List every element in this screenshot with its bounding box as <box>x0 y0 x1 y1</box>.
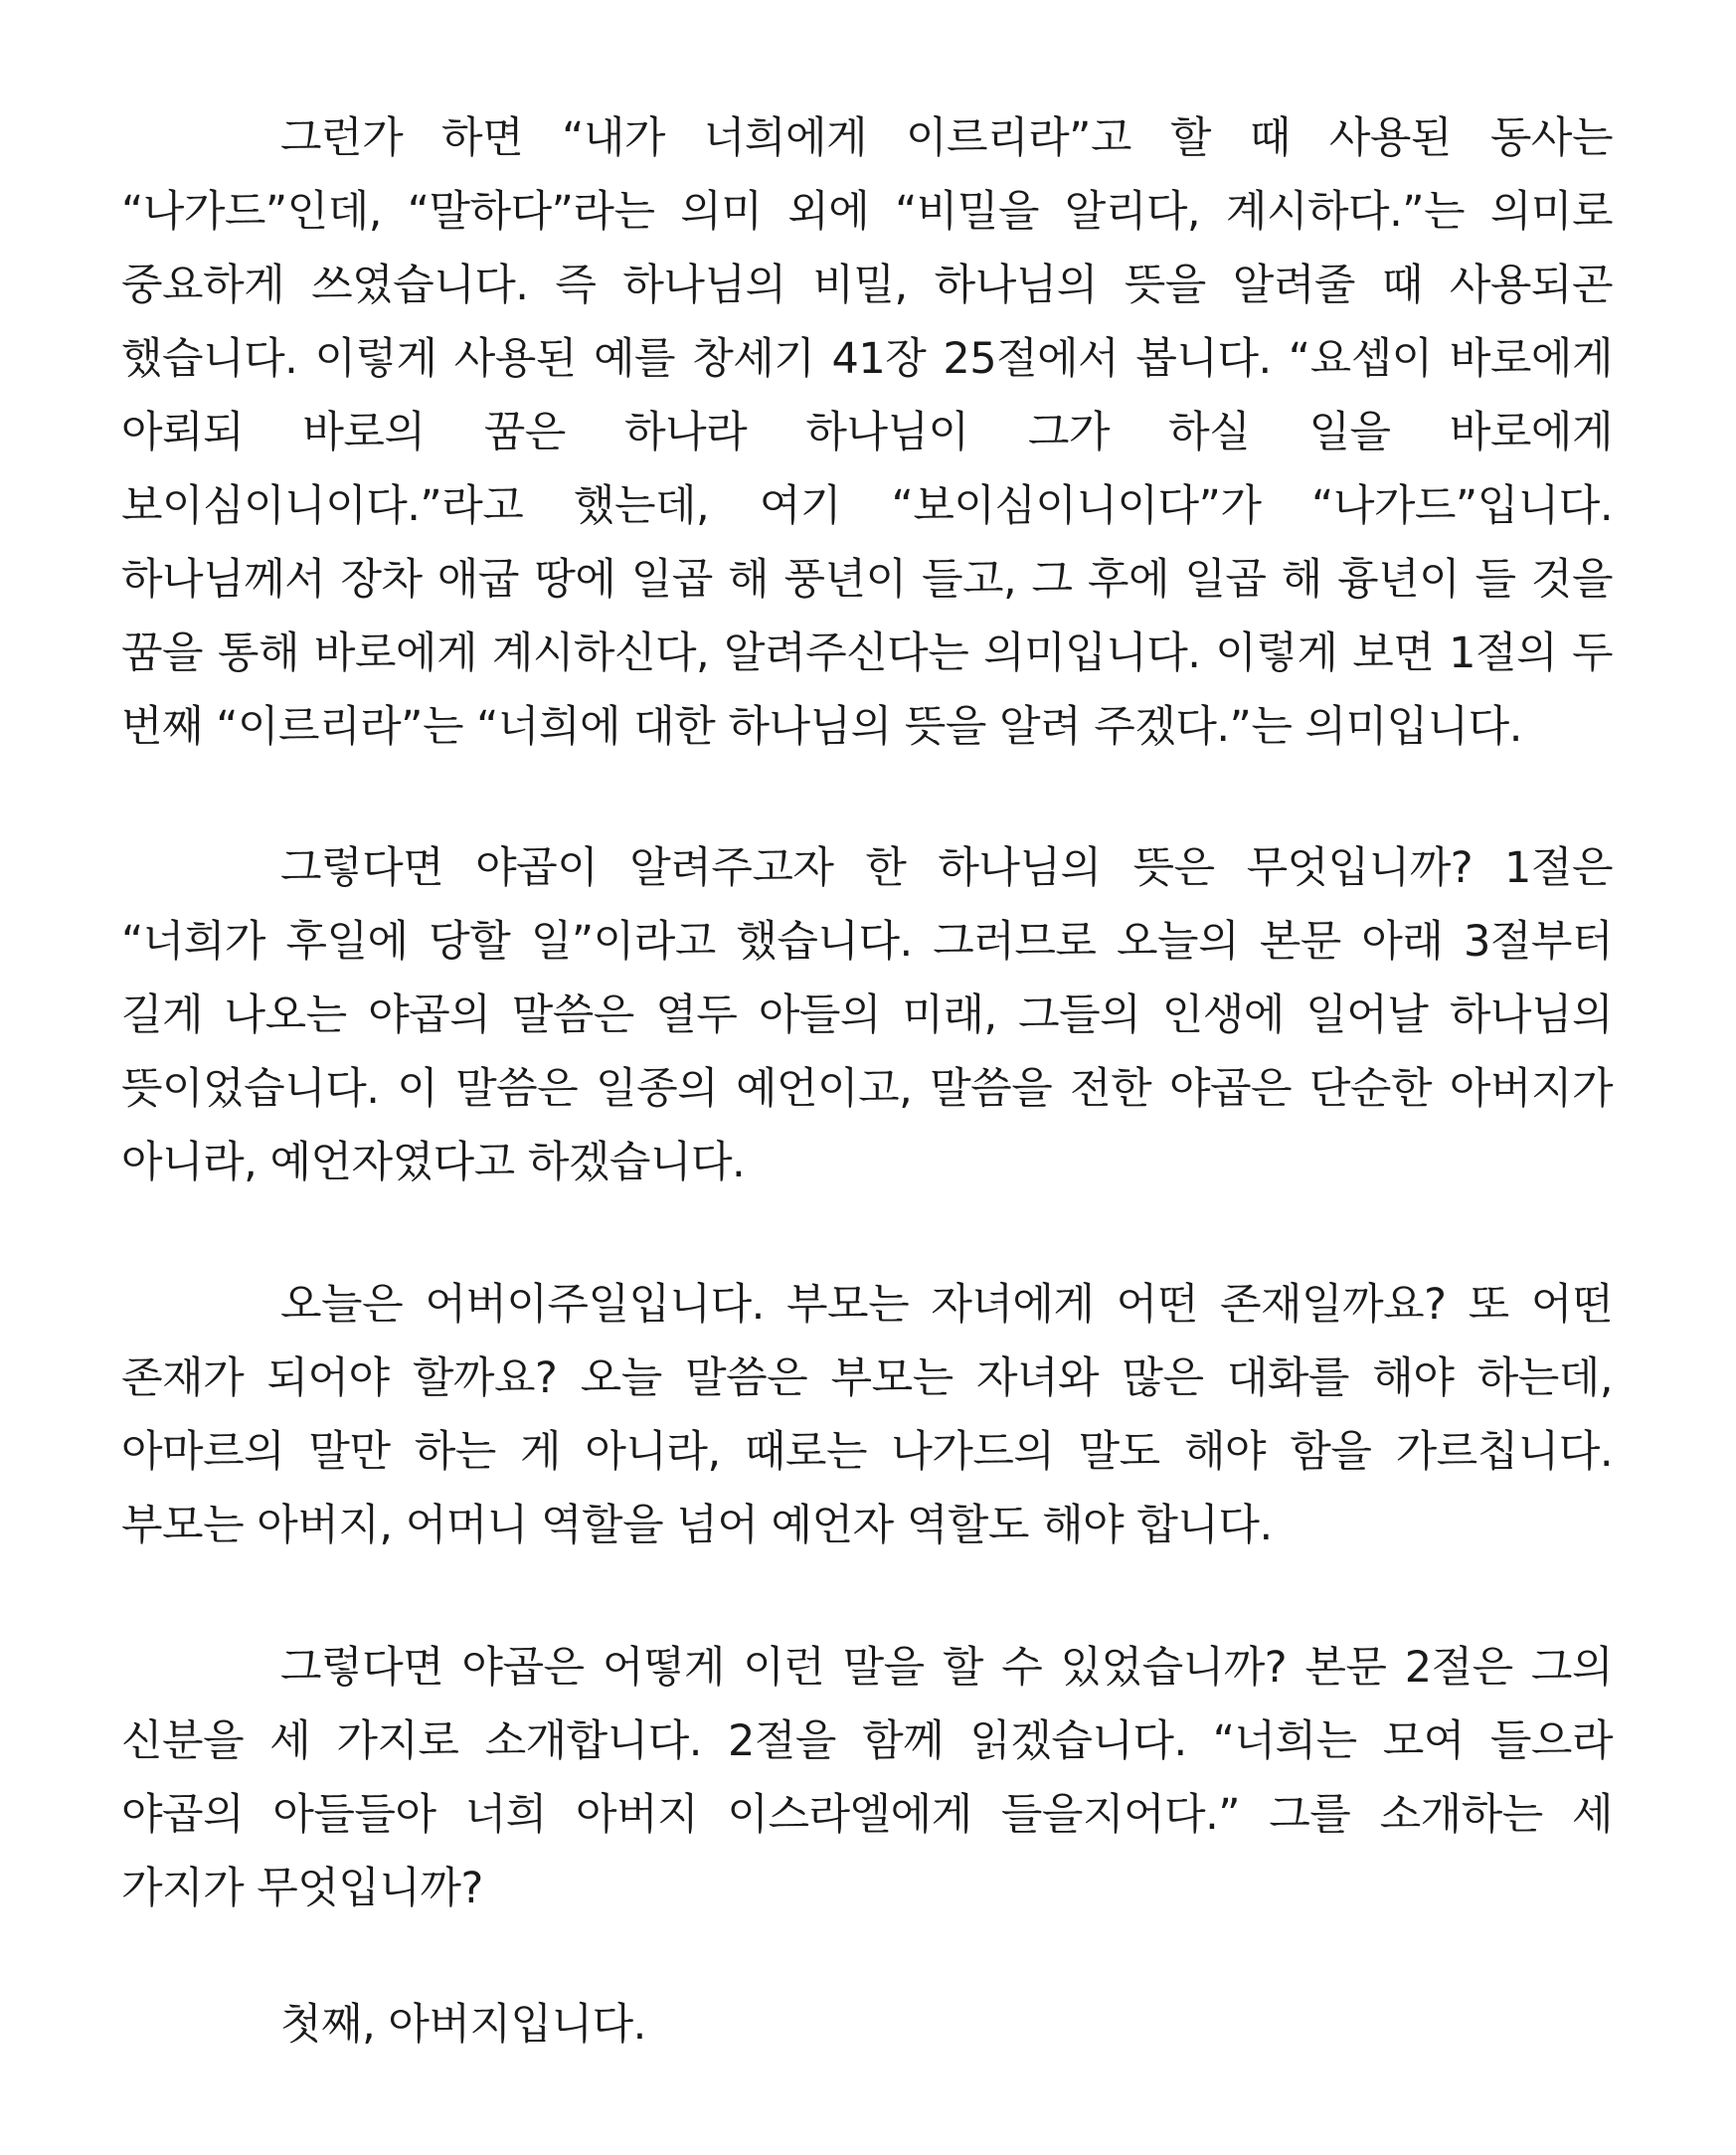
paragraph-3: 오늘은 어버이주일입니다. 부모는 자녀에게 어떤 존재일까요? 또 어떤 존재가 되어야 할까요? 오늘 말씀은 부모는 자녀와 많은 대화를 해야 하는데, 아마르의 말만 하는 게 아니라, 때로는 나가드의 말도 해야 함을 가르칩니다. 부모는 아버지, 어머니 역할을 넘어 예언자 역할도 해야 합니다. <box>121 1280 1613 1550</box>
paragraph-5: 첫째, 아버지입니다. <box>280 2000 646 2050</box>
paragraph-4: 그렇다면 야곱은 어떻게 이런 말을 할 수 있었습니까? 본문 2절은 그의 신분을 세 가지로 소개합니다. 2절을 함께 읽겠습니다. “너희는 모여 들으라 야곱의 아들들아 너희 아버지 이스라엘에게 들을지어다.” 그를 소개하는 세 가지가 무엇입니까? <box>121 1643 1613 1913</box>
paragraph-2: 그렇다면 야곱이 알려주고자 한 하나님의 뜻은 무엇입니까? 1절은 “너희가 후일에 당할 일”이라고 했습니다. 그러므로 오늘의 본문 아래 3절부터 길게 나오는 야곱의 말씀은 열두 아들의 미래, 그들의 인생에 일어날 하나님의 뜻이었습니다. 이 말씀은 일종의 예언이고, 말씀을 전한 야곱은 단순한 아버지가 아니라, 예언자였다고 하겠습니다. <box>121 843 1613 1187</box>
paragraph-1: 그런가 하면 “내가 너희에게 이르리라”고 할 때 사용된 동사는 “나가드”인데, “말하다”라는 의미 외에 “비밀을 알리다, 계시하다.”는 의미로 중요하게 쓰였습니다. 즉 하나님의 비밀, 하나님의 뜻을 알려줄 때 사용되곤 했습니다. 이렇게 사용된 예를 창세기 41장 25절에서 봅니다. “요셉이 바로에게 아뢰되 바로의 꿈은 하나라 하나님이 그가 하실 일을 바로에게 보이심이니이다.”라고 했는데, 여기 “보이심이니이다”가 “나가드”입니다. 하나님께서 장차 애굽 땅에 일곱 해 풍년이 들고, 그 후에 일곱 해 흉년이 들 것을 꿈을 통해 바로에게 계시하신다, 알려주신다는 의미입니다. 이렇게 보면 1절의 두 번째 “이르리라”는 “너희에 대한 하나님의 뜻을 알려 주겠다.”는 의미입니다. <box>121 113 1613 752</box>
